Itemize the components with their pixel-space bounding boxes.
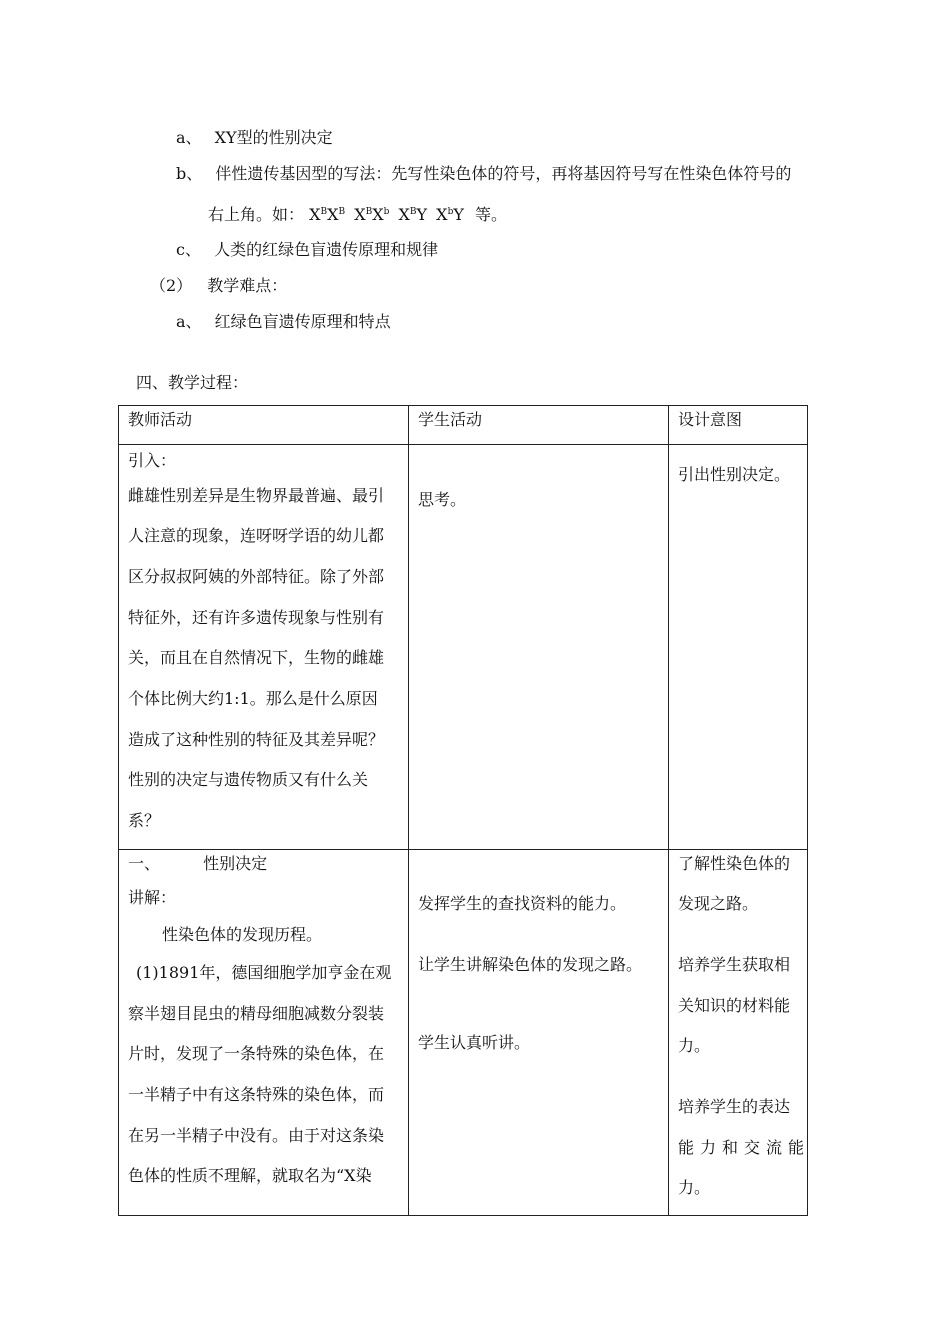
cell-line: 造成了这种性别的特征及其差异呢？	[128, 730, 385, 749]
list-text: XY型的性别决定	[214, 128, 333, 147]
cell-line: (1)1891年，德国细胞学加亨金在观	[136, 963, 392, 982]
cell-line: 区分叔叔阿姨的外部特征。除了外部	[128, 567, 385, 586]
cell-line: 讲解：	[128, 888, 177, 907]
genotype: $X^BX^b$	[354, 205, 390, 224]
cell-line: 关，而且在自然情况下，生物的雌雄	[128, 648, 385, 667]
list-text: 右上角。如：	[208, 205, 305, 224]
header-design-intent: 设计意图	[669, 406, 808, 445]
cell-line: 学生认真听讲。	[418, 1033, 531, 1052]
cell-line: 力。	[678, 1036, 711, 1055]
genotype: $X^BY$	[398, 205, 428, 224]
cell-line: 性染色体的发现历程。	[162, 925, 323, 944]
list-text: 红绿色盲遗传原理和特点	[214, 312, 391, 331]
genotype: $X^bY$	[436, 205, 464, 224]
cell-line: 发现之路。	[678, 894, 759, 913]
cell-line: 引出性别决定。	[678, 465, 791, 484]
cell-line: 特征外，还有许多遗传现象与性别有	[128, 608, 385, 627]
key-point-a	[176, 128, 333, 148]
cell-line: 一半精子中有这条特殊的染色体，而	[128, 1085, 385, 1104]
difficulty-heading	[150, 276, 287, 296]
cell-line: 了解性染色体的	[678, 854, 791, 873]
cell-line: 让学生讲解染色体的发现之路。	[418, 955, 643, 974]
list-marker: c、	[176, 240, 201, 259]
key-point-b-continuation	[208, 205, 507, 225]
list-text: 伴性遗传基因型的写法：先写性染色体的符号，再将基因符号写在性染色体符号的	[215, 164, 792, 183]
cell-line: 力。	[678, 1178, 711, 1197]
teaching-process-table	[118, 405, 811, 1216]
header-teacher-activity: 教师活动	[119, 406, 409, 445]
section-heading: 一、 性别决定	[128, 854, 268, 873]
cell-line: 雌雄性别差异是生物界最普遍、最引	[128, 486, 385, 505]
table-row	[119, 445, 808, 850]
design-intent-cell	[669, 445, 808, 850]
student-activity-cell	[409, 445, 669, 850]
table-header-row	[119, 406, 808, 445]
student-activity-cell	[409, 850, 669, 1216]
difficulty-point-a	[176, 312, 391, 332]
section-title: 四、教学过程：	[136, 373, 249, 392]
list-marker: a、	[176, 312, 202, 331]
cell-line: 发挥学生的查找资料的能力。	[418, 894, 627, 913]
header-student-activity: 学生活动	[409, 406, 669, 445]
cell-line: 在另一半精子中没有。由于对这条染	[128, 1126, 385, 1145]
teacher-activity-cell	[119, 445, 409, 850]
table-row	[119, 850, 808, 1216]
teacher-activity-cell	[119, 850, 409, 1216]
cell-line: 引入：	[128, 451, 177, 470]
cell-line: 片时，发现了一条特殊的染色体，在	[128, 1044, 385, 1063]
design-intent-cell	[669, 850, 811, 1216]
cell-line: 性别的决定与遗传物质又有什么关	[128, 770, 369, 789]
genotype: $X^BX^B$	[309, 205, 346, 224]
cell-line: 人注意的现象，连呀呀学语的幼儿都	[128, 526, 385, 545]
key-point-b	[176, 164, 791, 184]
list-text: 等。	[474, 205, 507, 224]
cell-line: 个体比例大约1:1。那么是什么原因	[128, 689, 378, 708]
key-point-c	[176, 240, 438, 260]
section-label: 教学难点：	[207, 276, 288, 295]
cell-line: 培养学生的表达	[678, 1097, 791, 1116]
cell-line: 思考。	[418, 490, 467, 509]
cell-line: 色体的性质不理解，就取名为“X染	[128, 1166, 372, 1185]
cell-line: 察半翅目昆虫的精母细胞减数分裂装	[128, 1004, 385, 1023]
section-marker: （2）	[150, 276, 193, 295]
cell-line: 培养学生获取相	[678, 955, 791, 974]
list-marker: b、	[176, 164, 203, 183]
cell-line: 能力和交流能	[678, 1138, 811, 1157]
cell-line: 系？	[128, 811, 161, 830]
list-marker: a、	[176, 128, 202, 147]
cell-line: 关知识的材料能	[678, 996, 791, 1015]
list-text: 人类的红绿色盲遗传原理和规律	[214, 240, 439, 259]
